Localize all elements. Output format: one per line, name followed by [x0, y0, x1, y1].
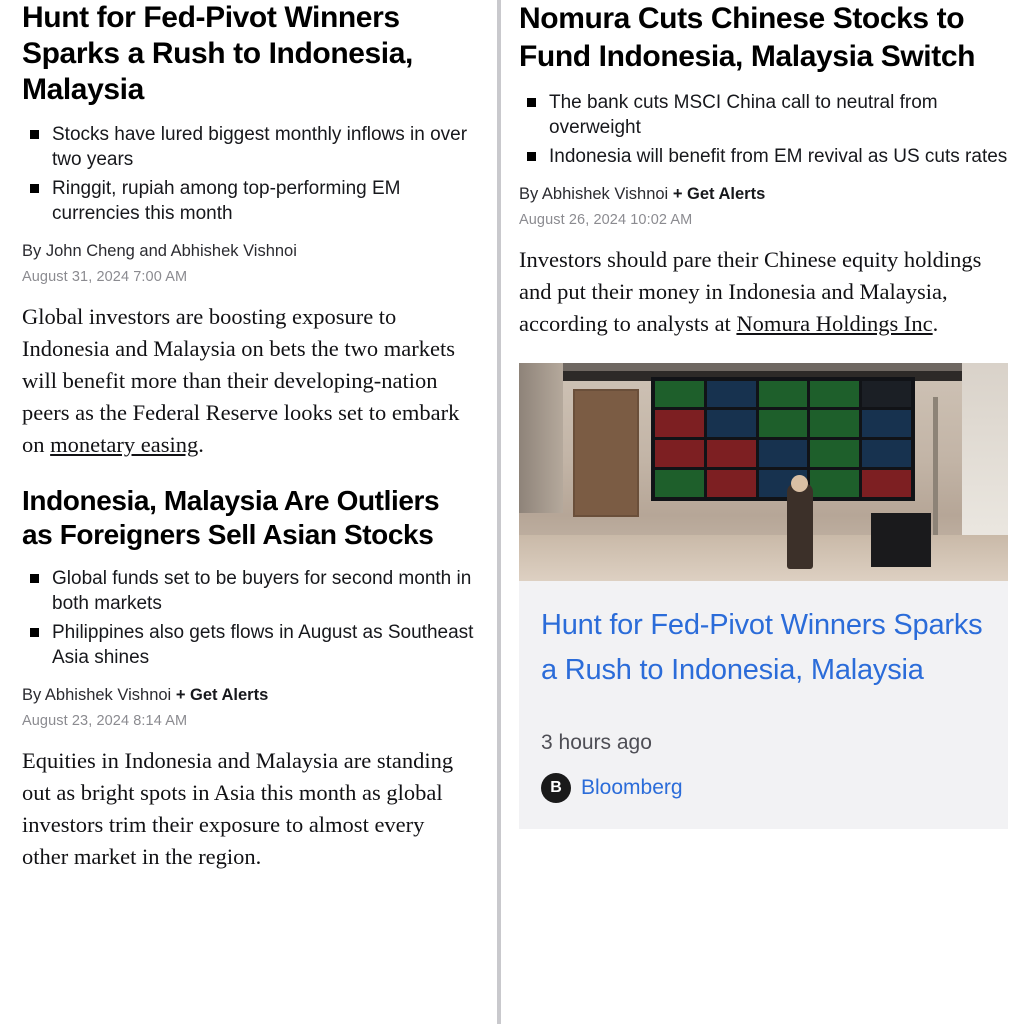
- board-cell: [862, 440, 911, 467]
- body-text-part: .: [198, 432, 204, 457]
- left-article-1-headline[interactable]: Hunt for Fed-Pivot Winners Sparks a Rush to Indonesia, Malaysia: [22, 1, 413, 106]
- image-stock-board: [651, 377, 915, 501]
- image-speaker-box: [871, 513, 931, 567]
- board-cell: [810, 381, 859, 408]
- board-cell: [655, 410, 704, 437]
- left-article-2-body: Equities in Indonesia and Malaysia are standing out as bright spots in Asia this month as global investors trim their exposure to almost every other market in the region.: [22, 747, 454, 869]
- card-source[interactable]: [541, 773, 986, 803]
- card-thumbnail-image: [519, 363, 1008, 581]
- left-article-1-timestamp: August 31, 2024 7:00 AM: [22, 269, 188, 285]
- board-cell: [810, 440, 859, 467]
- board-cell: [655, 381, 704, 408]
- card-title-link[interactable]: Hunt for Fed-Pivot Winners Sparks a Rush to Indonesia, Malaysia: [541, 608, 983, 686]
- left-article-1-bullets: [22, 122, 475, 226]
- list-item: Philippines also gets flows in August as Southeast Asia shines: [22, 620, 475, 670]
- board-cell: [810, 410, 859, 437]
- monetary-easing-link[interactable]: monetary easing: [50, 432, 199, 457]
- get-alerts-button[interactable]: + Get Alerts: [672, 185, 766, 203]
- related-article-card[interactable]: [519, 363, 1008, 829]
- left-article-1-body: [22, 301, 475, 461]
- right-article-1-bullets: [519, 90, 1008, 169]
- right-article-1-timestamp: August 26, 2024 10:02 AM: [519, 212, 693, 228]
- byline-author: By Abhishek Vishnoi: [519, 185, 669, 203]
- board-cell: [862, 410, 911, 437]
- left-article-2-byline: [22, 684, 475, 706]
- image-door: [573, 389, 639, 517]
- board-cell: [655, 440, 704, 467]
- list-item: Global funds set to be buyers for second month in both markets: [22, 566, 475, 616]
- list-item: The bank cuts MSCI China call to neutral from overweight: [519, 90, 1008, 140]
- bloomberg-avatar-icon: B: [541, 773, 571, 803]
- left-article-2-bullets: [22, 566, 475, 670]
- board-cell: [810, 470, 859, 497]
- body-text-part: Global investors are boosting exposure to Indonesia and Malaysia on bets the two markets will benefit more than their developing-nation peers as the Federal Reserve looks set to embark on: [22, 304, 460, 457]
- board-cell: [759, 440, 808, 467]
- image-person-head: [791, 475, 808, 492]
- left-article-2-timestamp: August 23, 2024 8:14 AM: [22, 712, 188, 729]
- image-ceiling-edge: [519, 363, 1008, 371]
- image-person-body: [787, 483, 813, 569]
- right-article-1-byline: [519, 183, 1008, 205]
- left-article-1-byline: By John Cheng and Abhishek Vishnoi: [22, 242, 297, 260]
- board-cell: [707, 470, 756, 497]
- board-cell: [707, 410, 756, 437]
- right-column: [501, 0, 1024, 1024]
- board-cell: [707, 381, 756, 408]
- get-alerts-button[interactable]: + Get Alerts: [175, 685, 269, 704]
- image-floor: [519, 535, 1008, 581]
- body-text-part: Investors should pare their Chinese equity holdings and put their money in Indonesia and Malaysia, according to analysts at: [519, 247, 982, 336]
- board-cell: [759, 410, 808, 437]
- card-source-name[interactable]: Bloomberg: [581, 775, 683, 799]
- board-cell: [862, 470, 911, 497]
- list-item: Stocks have lured biggest monthly inflows in over two years: [22, 122, 475, 172]
- byline-author: By Abhishek Vishnoi: [22, 685, 172, 704]
- list-item: Ringgit, rupiah among top-performing EM currencies this month: [22, 176, 475, 226]
- board-cell: [862, 381, 911, 408]
- right-article-1-headline[interactable]: Nomura Cuts Chinese Stocks to Fund Indonesia, Malaysia Switch: [519, 2, 976, 73]
- list-item: Indonesia will benefit from EM revival as US cuts rates: [519, 144, 1008, 169]
- right-article-1-body: [519, 244, 1008, 340]
- board-cell: [655, 470, 704, 497]
- board-cell: [759, 381, 808, 408]
- left-column: [0, 0, 497, 1024]
- board-cell: [707, 440, 756, 467]
- nomura-holdings-link[interactable]: Nomura Holdings Inc: [736, 311, 933, 336]
- body-text-part: .: [932, 311, 939, 336]
- image-left-wall: [519, 363, 563, 513]
- card-time-ago: 3 hours ago: [541, 730, 652, 754]
- left-article-2-headline[interactable]: Indonesia, Malaysia Are Outliers as Foreigners Sell Asian Stocks: [22, 484, 440, 550]
- card-body: [519, 581, 1008, 829]
